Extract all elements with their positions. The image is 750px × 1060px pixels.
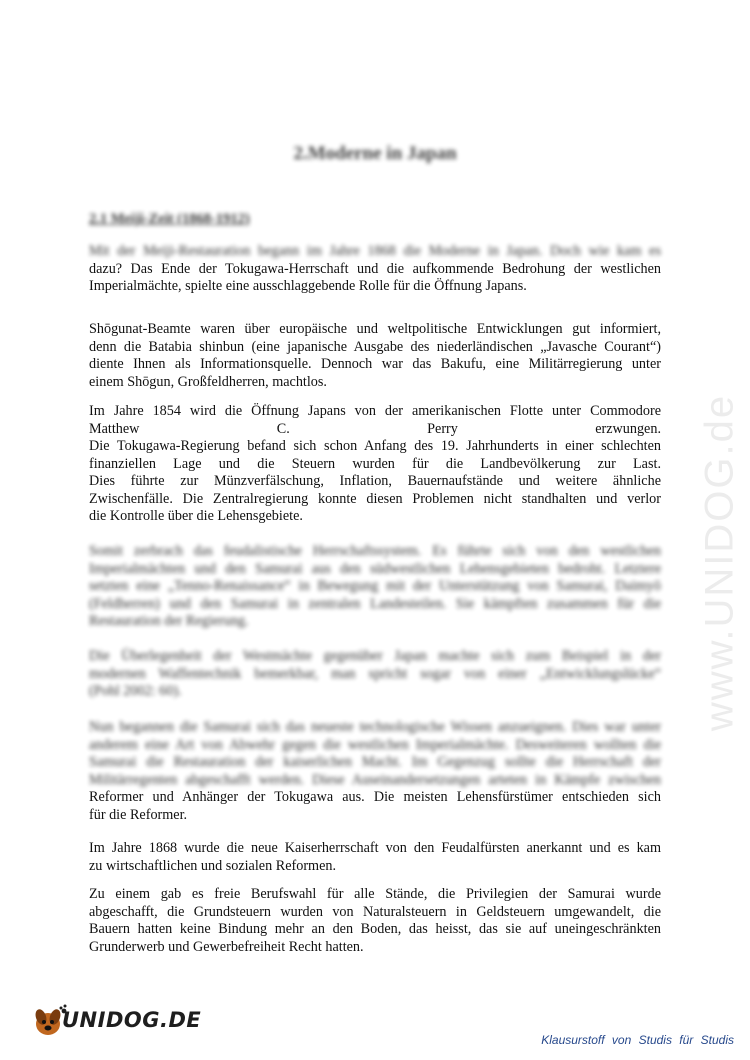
text-line: Imperialmächten und den Samurai aus den südwestlichen Lehensgebieten bedroht. Letztere [89, 560, 661, 577]
paragraph-8 [89, 886, 661, 956]
text-line: finanziellen Lage und die Steuern wurden für die Landbevölkerung zur Last. [89, 455, 661, 472]
text-line: dazu? Das Ende der Tokugawa-Herrschaft und die aufkommende Bedrohung der westlichen [89, 260, 661, 277]
text-line: Samurai die Restauration der kaiserlichen Macht. Im Gegenzug sollte die Herrschaft der [89, 754, 661, 770]
text-line: (Feldherren) und den Samurai in zentralen Landesteilen. Sie kämpften zusammen für die [89, 595, 661, 612]
watermark [680, 370, 750, 770]
text-line: Mit der Meiji-Restauration begann im Jahre 1868 die Moderne in Japan. Doch wie kam es [89, 243, 661, 259]
text-line: Imperialmächte, spielte eine ausschlaggebende Rolle für die Öffnung Japans. [89, 278, 527, 294]
text-line: denn die Batabia shinbun (eine japanische Ausgabe des niederländischen „Javasche Courant“) [89, 338, 661, 355]
paragraph-2 [89, 321, 661, 391]
text-line: Zu einem gab es freie Berufswahl für alle Stände, die Privilegien der Samurai wurde [89, 886, 661, 902]
text-line: Matthew C. Perry erzwungen. [89, 420, 661, 437]
text-line: abgeschafft, die Grundsteuern wurden von Naturalsteuern in Geldsteuern umgewandelt, die [89, 903, 661, 920]
text-line: anderem eine Art von Abwehr gegen die westlichen Imperialmächte. Desweiteren wollten die [89, 736, 661, 753]
text-line: Nun begannen die Samurai sich das neueste technologische Wissen anzueignen. Dies war unter [89, 719, 661, 735]
page-title: 2.Moderne in Japan [293, 143, 457, 164]
text-line: Reformer und Anhänger der Tokugawa aus. Die meisten Lehensfürstümer entschieden sich [89, 789, 661, 805]
text-line: zu wirtschaftlichen und sozialen Reformen. [89, 857, 337, 874]
paragraph-5 [89, 648, 661, 701]
text-line: Restauration der Regierung. [89, 613, 249, 629]
text-line: Im Jahre 1854 wird die Öffnung Japans von der amerikanischen Flotte unter Commodore [89, 403, 661, 419]
text-line: die Kontrolle über die Lehensgebiete. [89, 508, 303, 524]
paragraph-4 [89, 543, 661, 631]
paragraph-7 [89, 840, 661, 875]
paragraph-1 [89, 243, 661, 296]
text-line: Zwischenfälle. Die Zentralregierung konnte diesen Problemen nicht standhalten und verlor [89, 490, 661, 507]
text-line: modernen Waffentechnik bemerkbar, man spricht sogar von einer „Entwicklungslücke“ [89, 665, 661, 682]
text-line: Shōgunat-Beamte waren über europäische und weltpolitische Entwicklungen gut informiert, [89, 321, 661, 337]
text-line: Die Überlegenheit der Westmächte gegenüber Japan machte sich zum Beispiel in der [89, 648, 661, 664]
paragraph-3 [89, 403, 661, 526]
paragraph-6 [89, 719, 661, 824]
text-line: diente Ihnen als Informationsquelle. Dennoch war das Bakufu, eine Militärregierung unter [89, 356, 661, 372]
watermark-text: www.UNIDOG.de [697, 393, 742, 732]
text-line: Grunderwerb und Gewerbefreiheit Recht hatten. [89, 938, 364, 955]
footer-slogan: Klausurstoff von Studis für Studis [541, 1033, 734, 1047]
text-line: Im Jahre 1868 wurde die neue Kaiserherrschaft von den Feudalfürsten anerkannt und es kam [89, 840, 661, 856]
section-subtitle: 2.1 Meiji-Zeit (1868-1912) [89, 211, 250, 227]
text-line: setzten eine „Tenno-Renaissance“ in Bewegung mit der Unterstützung von Samurai, Daimyō [89, 578, 661, 594]
text-line: Die Tokugawa-Regierung befand sich schon Anfang des 19. Jahrhunderts in einer schlechten [89, 438, 661, 454]
logo-text: UNIDOG.DE [62, 1008, 202, 1032]
text-line: (Pohl 2002: 60). [89, 683, 182, 699]
text-line: einem Shōgun, Großfeldherren, machtlos. [89, 373, 327, 390]
text-line: Militärregenten abgeschafft werden. Diese Auseinandersetzungen arteten in Kämpfe zwischen [89, 771, 661, 788]
text-line: für die Reformer. [89, 806, 188, 823]
text-line: Bauern hatten keine Bindung mehr an den Boden, das heisst, das sie auf uneingeschränkten [89, 921, 661, 937]
text-line: Somit zerbrach das feudalistische Herrschaftssystem. Es führte sich von den westlichen [89, 543, 661, 559]
text-line: Dies führte zur Münzverfälschung, Inflation, Bauernaufstände und weitere ähnliche [89, 473, 661, 489]
